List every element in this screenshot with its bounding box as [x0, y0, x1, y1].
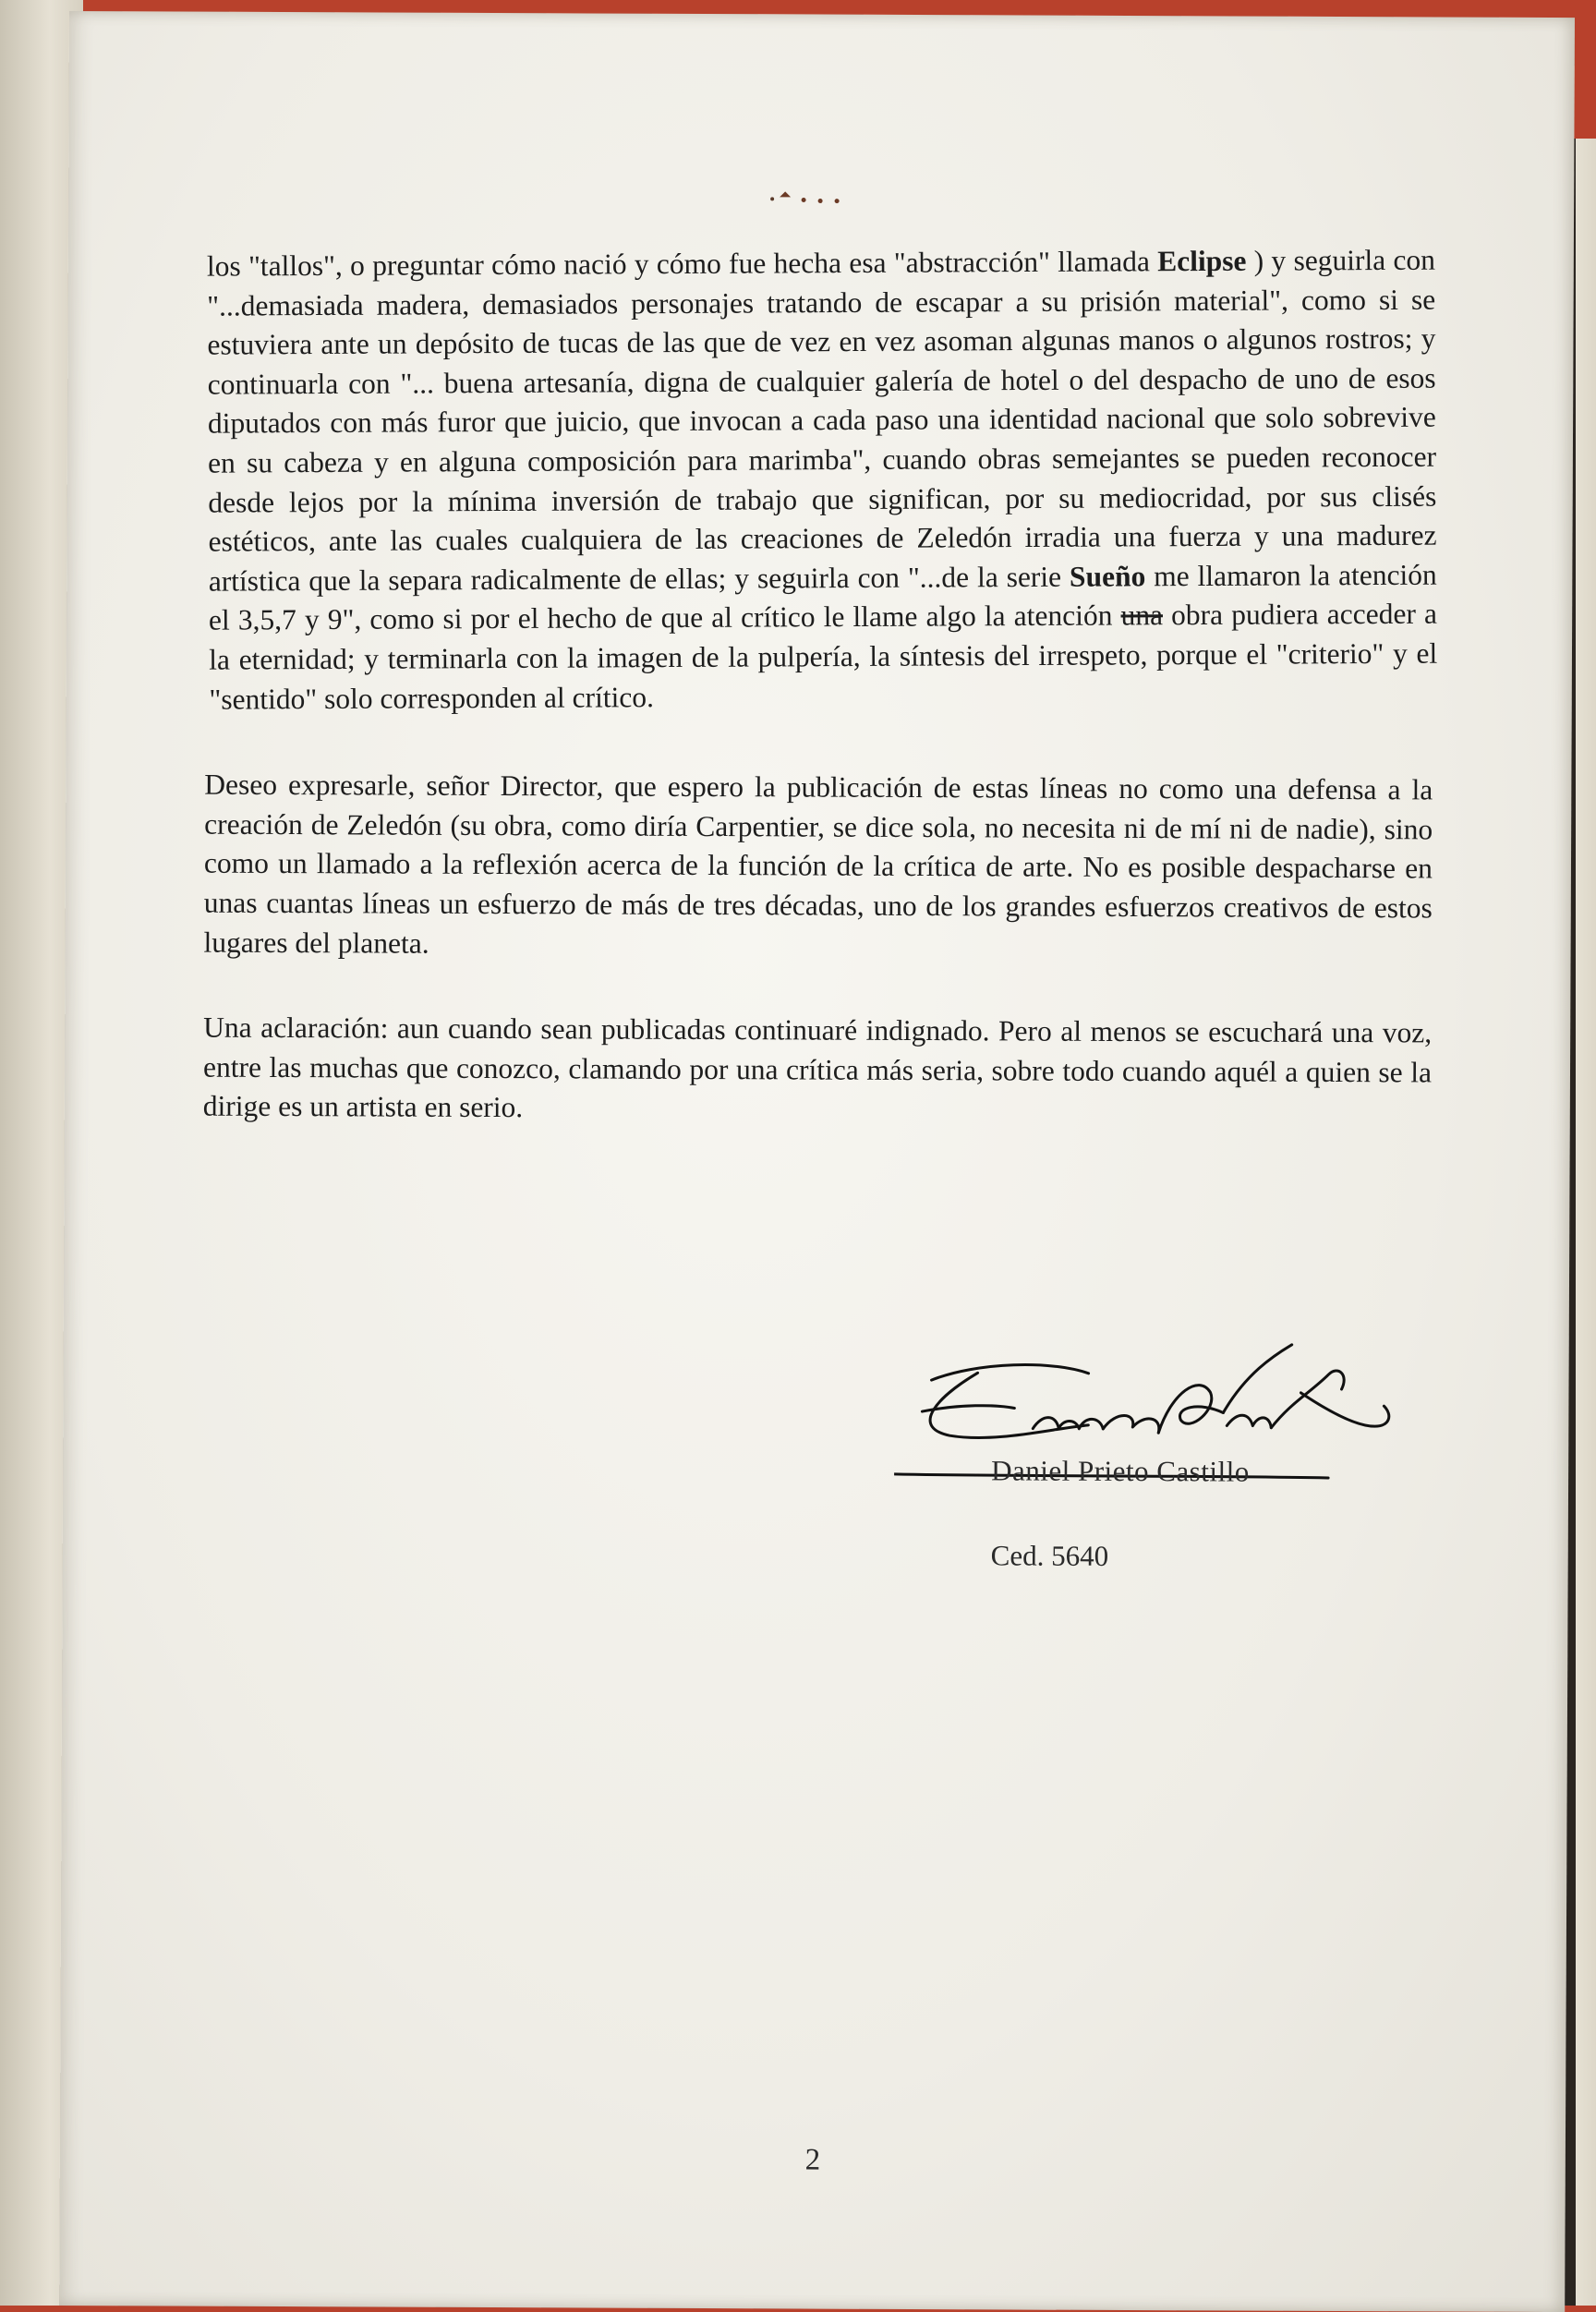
paragraph-text: obra pudiera acceder a la eternidad; y terminarla con la imagen de la pulpería, la síntesis del irrespeto, porque el "criterio" y el "sentido" solo corresponden al crítico.	[209, 598, 1438, 716]
letter-body	[202, 243, 1438, 1132]
page-number: 2	[804, 2143, 821, 2177]
document-page	[59, 11, 1575, 2312]
signer-name: Daniel Prieto Castillo	[991, 1454, 1250, 1488]
handwritten-signature	[894, 1336, 1412, 1522]
paragraph-text: ) y seguirla con "...demasiada madera, demasiados personajes tratando de escapar a su prisión material", como si se estuviera ante un depósito de tucas de las que de vez en vez asoman algunas manos o algunos rostros; y continuarla con "... buena artesanía, digna de cualquier galería de hotel o del despacho de uno de esos diputados con más furor que juicio, que invocan a cada paso una identidad nacional que solo sobrevive en su cabeza y en alguna composición para marimba", cuando obras semejantes se pueden reconocer desde lejos por la mínima inversión de trabajo que significan, por su mediocridad, por sus clisés estéticos, ante las cuales cualquiera de las creaciones de Zeledón irradia una fuerza y una madurez artística que la separa radicalmente de ellas; y seguirla con "...de la serie	[207, 243, 1437, 598]
paragraph	[207, 241, 1438, 720]
paragraph: Una aclaración: aun cuando sean publicadas continuaré indignado. Pero al menos se escuchará una voz, entre las muchas que conozco, clamando por una crítica más seria, sobre todo cuando aquél a quien se la dirige es un artista en serio.	[202, 1011, 1433, 1124]
signature-block	[894, 1336, 1412, 1559]
paragraph: Deseo expresarle, señor Director, que espero la publicación de estas líneas no como una defensa a la creación de Zeledón (su obra, como diría Carpentier, se dice sola, no necesita ni de mí ni de nadie), sino como un llamado a la reflexión acerca de la función de la crítica de arte. No es posible despacharse en unas cuantas líneas un esfuerzo de más de tres décadas, uno de los grandes esfuerzos creativos de estos lugares del planeta.	[203, 768, 1433, 960]
artwork-title-eclipse: Eclipse	[1157, 244, 1247, 278]
id-number: Ced. 5640	[990, 1539, 1109, 1572]
paragraph-text: los "tallos", o preguntar cómo nació y cómo fue hecha esa "abstracción" llamada	[206, 245, 1158, 283]
ink-marks	[763, 180, 846, 208]
struck-word: una	[1120, 599, 1164, 632]
series-title-sueno: Sueño	[1069, 560, 1146, 593]
paragraph-text: me llamaron la atención el 3,5,7 y 9", como si por el hecho de que al crítico le llame algo la atención	[208, 558, 1437, 636]
